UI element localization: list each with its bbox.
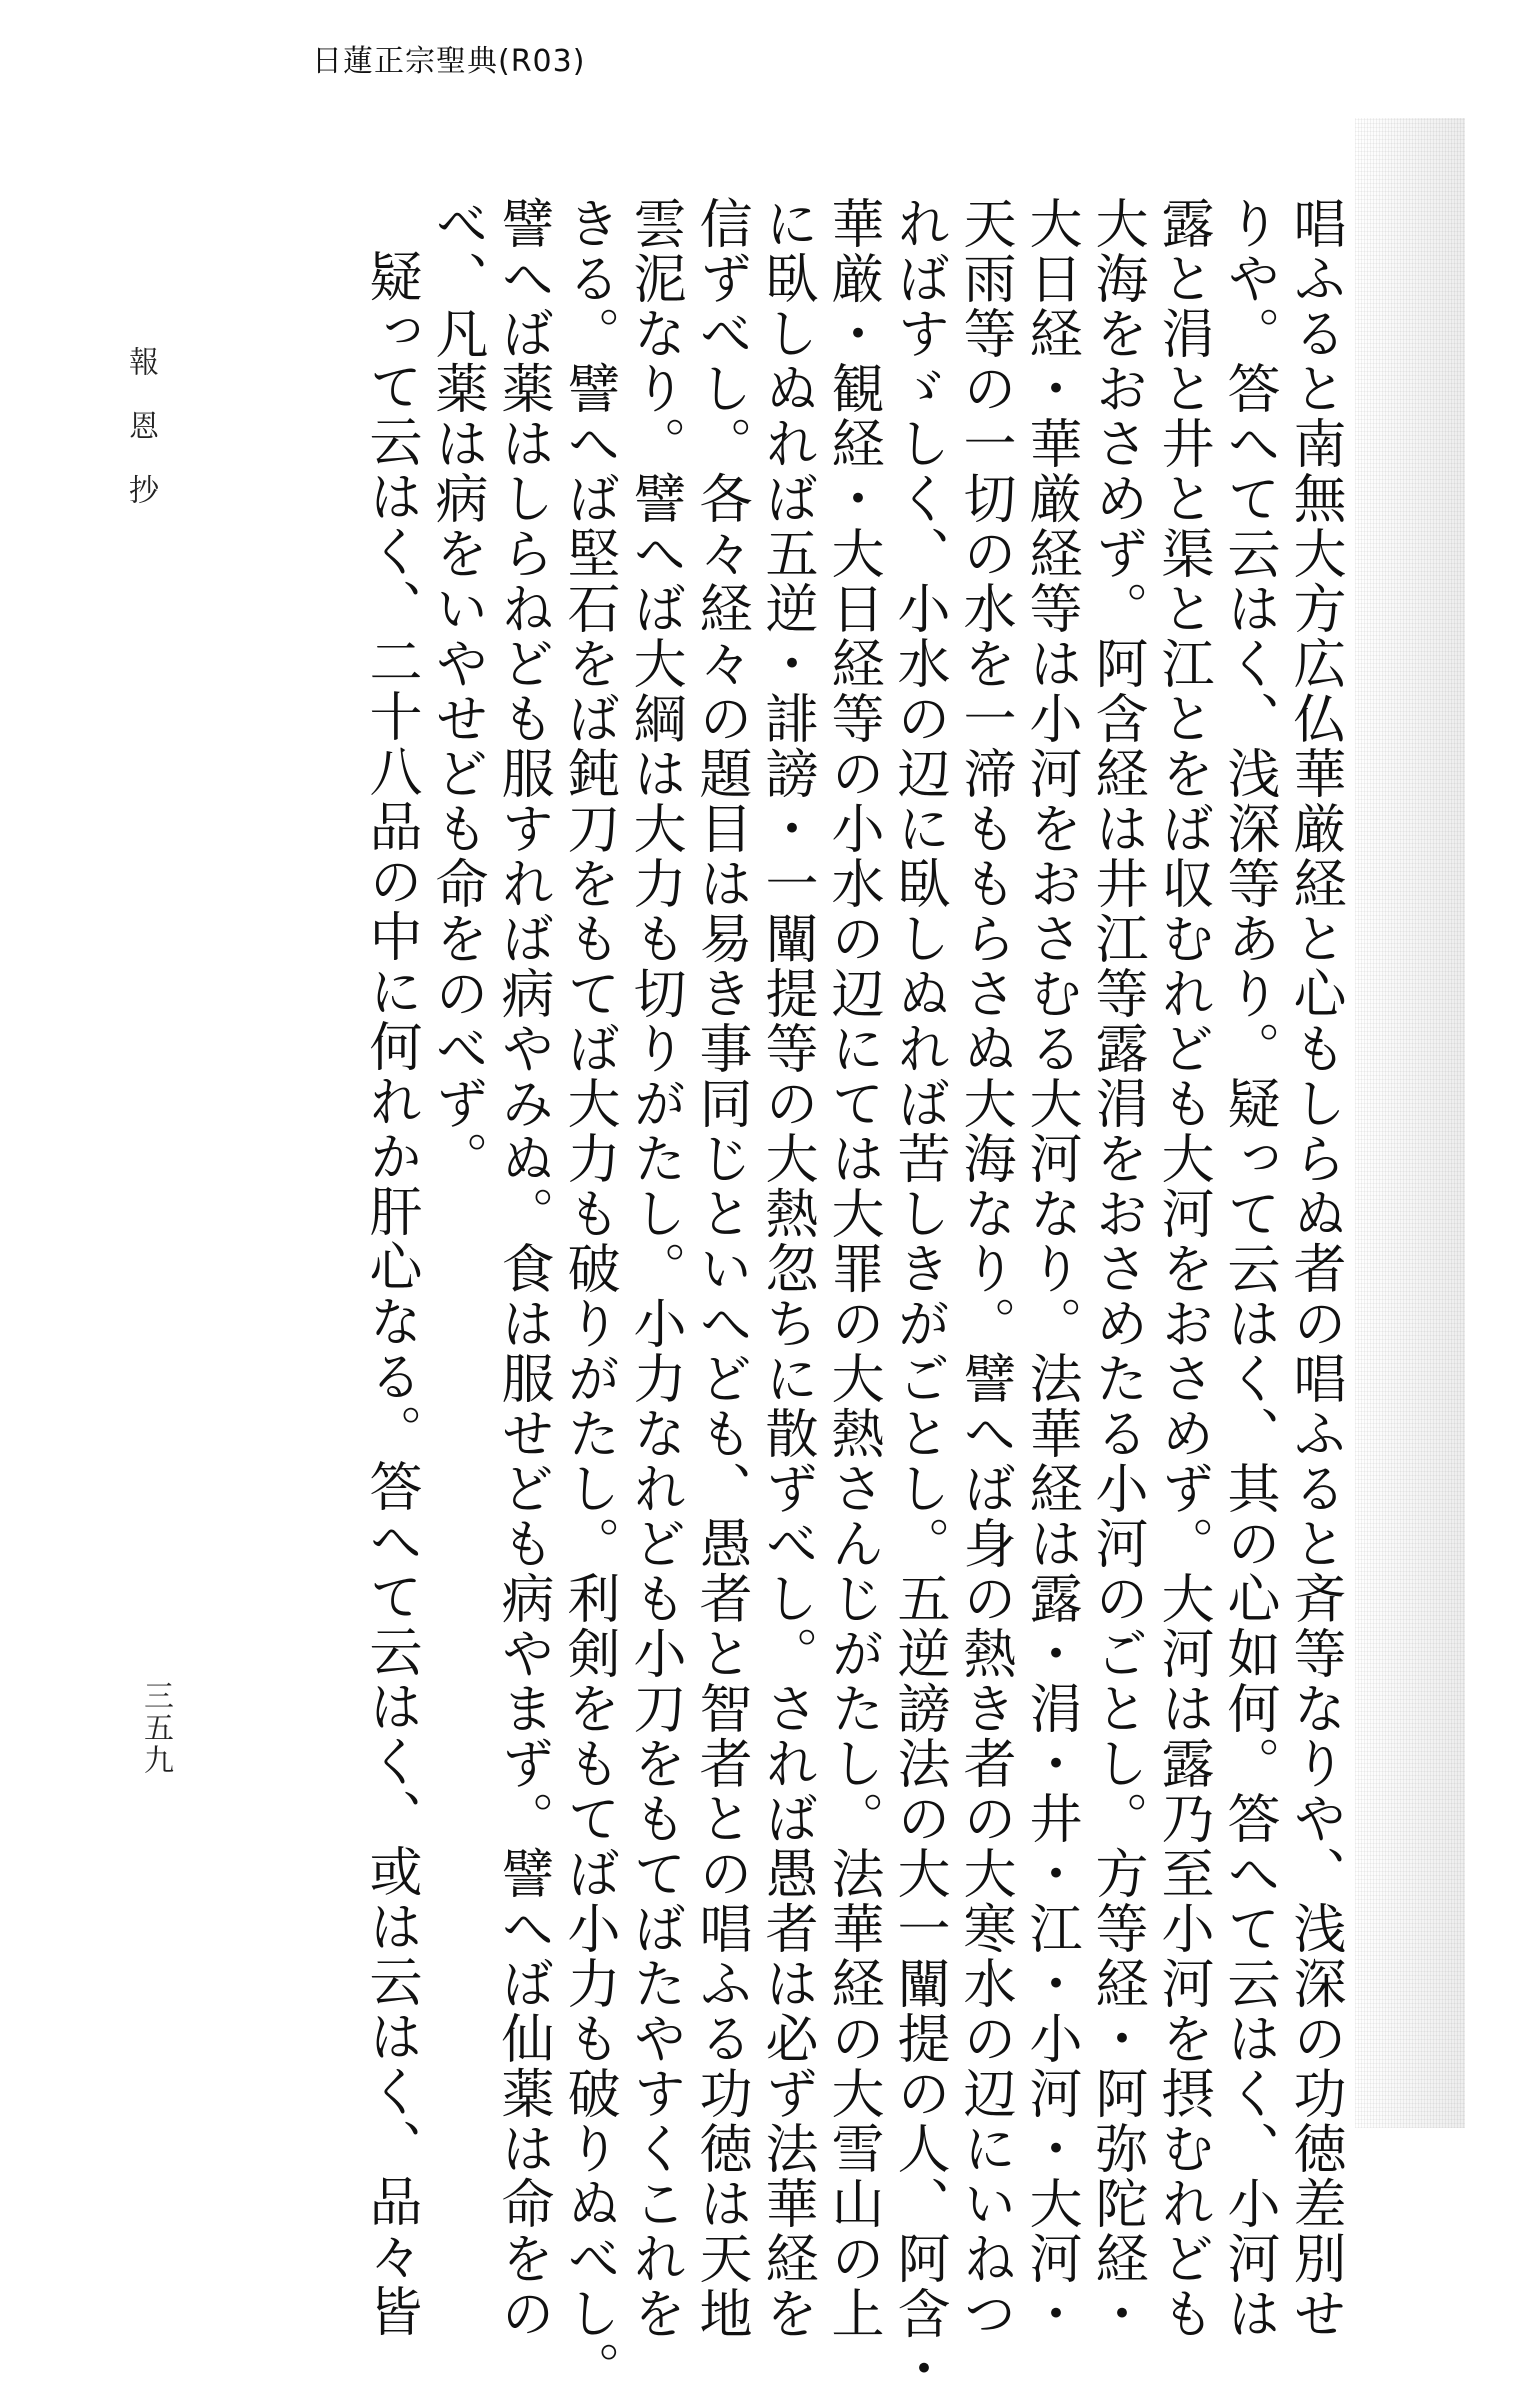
- body-line: 譬へば薬はしらねども服すれば病やみぬ。食は服せども病やまず。譬へば仙薬は命をの: [493, 196, 554, 2341]
- side-section-title: 報恩抄: [123, 346, 158, 538]
- body-line: 大日経・華厳経等は小河をおさむる大河なり。法華経は露・涓・井・江・小河・大河・: [1021, 196, 1082, 2341]
- body-line: 華厳・観経・大日経等の小水の辺にては大罪の大熱さんじがたし。法華経の大雪山の上: [823, 196, 884, 2341]
- body-line-indented: 疑って云はく、二十八品の中に何れか肝心なる。答へて云はく、或は云はく、品々皆: [361, 249, 422, 2339]
- body-text-vertical: [358, 196, 1348, 2396]
- body-line: 天雨等の一切の水を一渧ももらさぬ大海なり。譬へば身の熱き者の大寒水の辺にいねつ: [955, 196, 1016, 2341]
- body-line: に臥しぬれば五逆・誹謗・一闡提等の大熱忽ちに散ずべし。されば愚者は必ず法華経を: [757, 196, 818, 2341]
- page-number: 三五九: [138, 1680, 173, 1776]
- body-line: りや。答へて云はく、浅深等あり。疑って云はく、其の心如何。答へて云はく、小河は: [1219, 196, 1280, 2341]
- document-header-title: 日蓮正宗聖典(R03): [312, 44, 586, 79]
- body-line: 露と涓と井と渠と江とをば収むれども大河をおさめず。大河は露乃至小河を摂むれども: [1153, 196, 1214, 2341]
- body-line: 雲泥なり。譬へば大綱は大力も切りがたし。小力なれども小刀をもてばたやすくこれを: [625, 196, 686, 2341]
- body-line: べ、凡薬は病をいやせども命をのべず。: [427, 196, 488, 1186]
- body-line: 信ずべし。各々経々の題目は易き事同じといへども、愚者と智者との唱ふる功徳は天地: [691, 196, 752, 2341]
- body-line: ればすゞしく、小水の辺に臥しぬれば苦しきがごとし。五逆謗法の大一闡提の人、阿含・: [889, 196, 950, 2396]
- body-line: 唱ふると南無大方広仏華厳経と心もしらぬ者の唱ふると斉等なりや、浅深の功徳差別せ: [1285, 196, 1346, 2341]
- body-line: きる。譬へば堅石をば鈍刀をもてば大力も破りがたし。利剣をもてば小力も破りぬべし。: [559, 196, 620, 2396]
- scan-shadow-edge: [1355, 118, 1465, 2128]
- body-line: 大海をおさめず。阿含経は井江等露涓をおさめたる小河のごとし。方等経・阿弥陀経・: [1087, 196, 1148, 2341]
